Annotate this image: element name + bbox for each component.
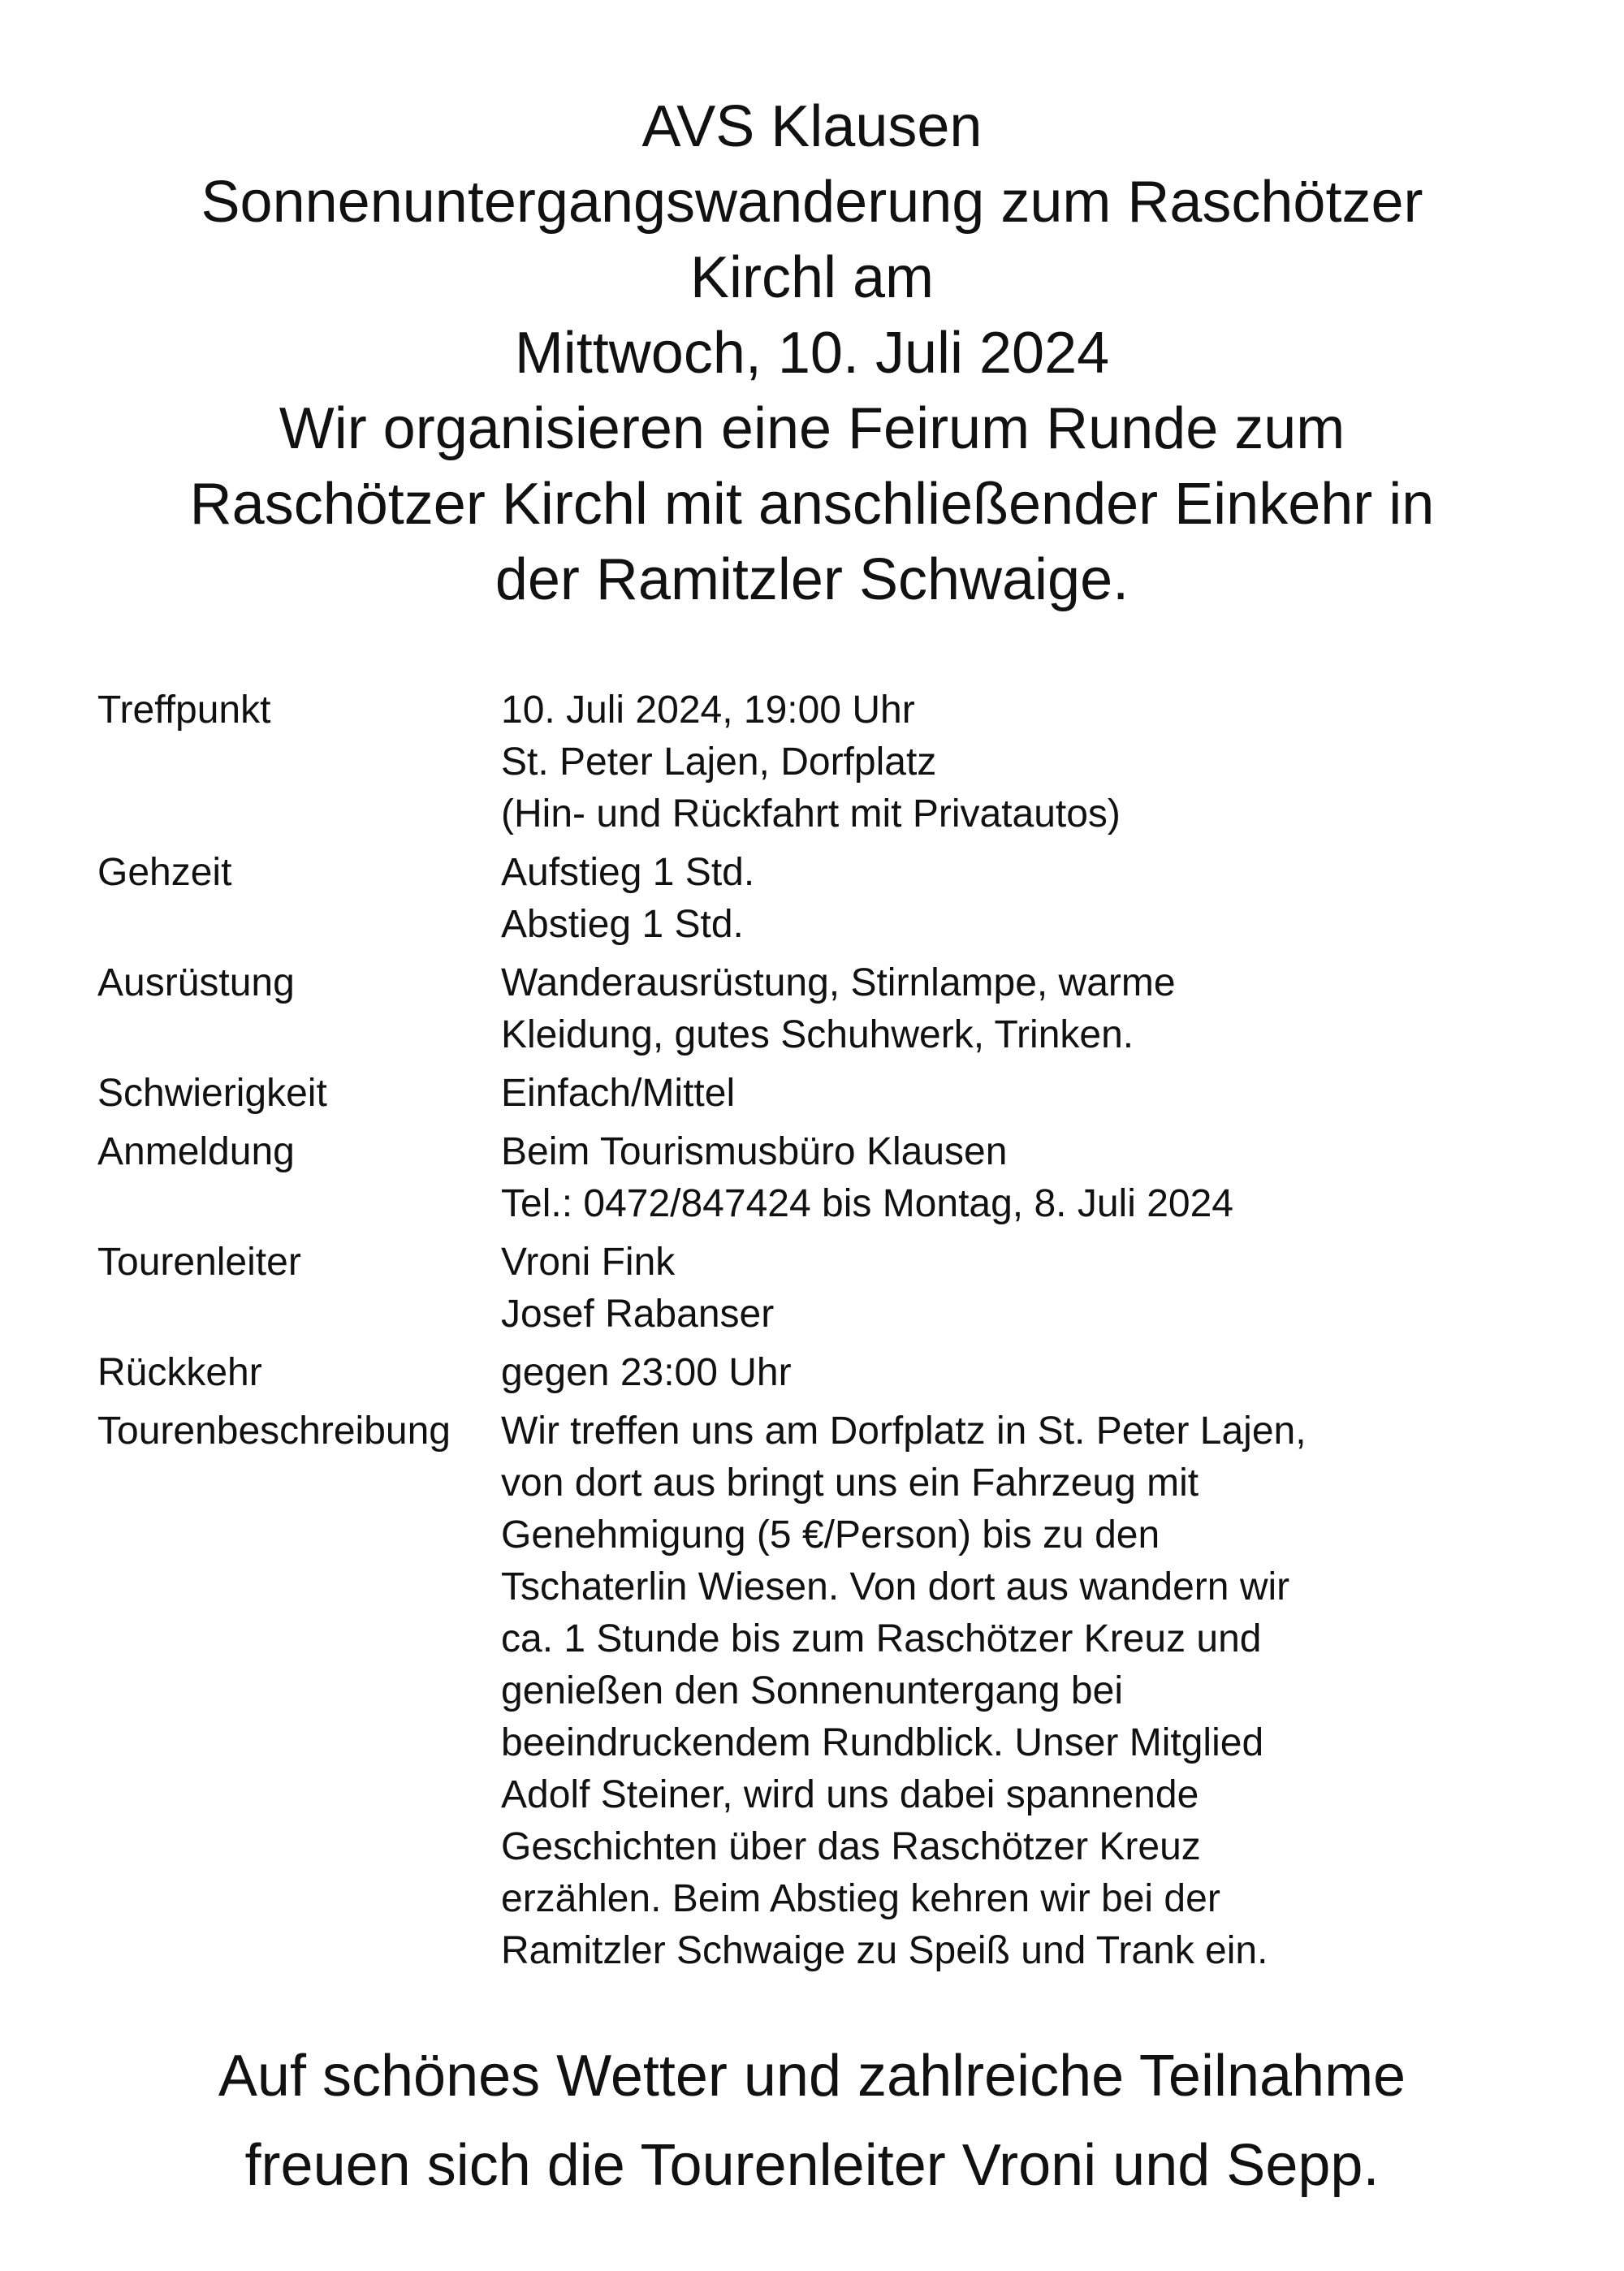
detail-line: Einfach/Mittel: [501, 1072, 736, 1115]
detail-value: [501, 957, 1559, 1061]
closing-message: [0, 2031, 1624, 2210]
detail-line: Geschichten über das Raschötzer Kreuz: [501, 1825, 1201, 1868]
detail-value: [501, 684, 1559, 840]
detail-row-tourenleiter: [97, 1237, 1559, 1341]
detail-value: [501, 1126, 1559, 1230]
event-date: Mittwoch, 10. Juli 2024: [514, 321, 1110, 386]
intro-line-3: der Ramitzler Schwaige.: [495, 547, 1129, 612]
detail-row-gehzeit: [97, 847, 1559, 951]
detail-line: Genehmigung (5 €/Person) bis zu den: [501, 1513, 1160, 1556]
detail-line: genießen den Sonnenuntergang bei: [501, 1669, 1123, 1712]
detail-value: [501, 847, 1559, 951]
detail-row-anmeldung: [97, 1126, 1559, 1230]
event-title-line-1: Sonnenuntergangswanderung zum Raschötzer: [201, 170, 1423, 235]
detail-label: Gehzeit: [97, 851, 232, 894]
detail-line: Kleidung, gutes Schuhwerk, Trinken.: [501, 1013, 1134, 1056]
detail-label: Tourenbeschreibung: [97, 1410, 451, 1453]
title-block: [0, 89, 1624, 618]
intro-line-2: Raschötzer Kirchl mit anschließender Einkehr in: [189, 472, 1435, 537]
detail-line: Adolf Steiner, wird uns dabei spannende: [501, 1773, 1199, 1816]
detail-label: Anmeldung: [97, 1130, 295, 1173]
detail-line: Josef Rabanser: [501, 1293, 775, 1336]
closing-line-2: freuen sich die Tourenleiter Vroni und Sepp.: [244, 2133, 1380, 2198]
detail-line: Aufstieg 1 Std.: [501, 851, 755, 894]
detail-line: beeindruckendem Rundblick. Unser Mitglied: [501, 1721, 1264, 1764]
detail-row-treffpunkt: [97, 684, 1559, 840]
org-name: AVS Klausen: [641, 94, 983, 159]
detail-line: Vroni Fink: [501, 1241, 676, 1284]
detail-line: (Hin- und Rückfahrt mit Privatautos): [501, 792, 1121, 835]
detail-value: [501, 1347, 1559, 1399]
detail-line: Tschaterlin Wiesen. Von dort aus wandern wir: [501, 1565, 1290, 1608]
detail-line: St. Peter Lajen, Dorfplatz: [501, 740, 937, 784]
intro-line-1: Wir organisieren eine Feirum Runde zum: [279, 396, 1345, 461]
detail-line: 10. Juli 2024, 19:00 Uhr: [501, 689, 915, 732]
detail-line: Abstieg 1 Std.: [501, 903, 744, 946]
detail-line: ca. 1 Stunde bis zum Raschötzer Kreuz und: [501, 1617, 1262, 1660]
detail-line: Wir treffen uns am Dorfplatz in St. Peter Lajen,: [501, 1410, 1307, 1453]
detail-value: [501, 1237, 1559, 1341]
detail-line: Tel.: 0472/847424 bis Montag, 8. Juli 2024: [501, 1182, 1233, 1225]
detail-label: Schwierigkeit: [97, 1072, 327, 1115]
event-title-line-2: Kirchl am: [689, 245, 935, 310]
detail-row-tourenbeschreibung: [97, 1405, 1559, 1977]
detail-value: [501, 1068, 1559, 1120]
detail-row-schwierigkeit: [97, 1068, 1559, 1120]
detail-label: Rückkehr: [97, 1351, 262, 1394]
detail-line: Wanderausrüstung, Stirnlampe, warme: [501, 961, 1176, 1004]
detail-label: Tourenleiter: [97, 1241, 301, 1284]
details-table: [97, 684, 1559, 1984]
detail-line: Beim Tourismusbüro Klausen: [501, 1130, 1008, 1173]
detail-row-rueckkehr: [97, 1347, 1559, 1399]
detail-row-ausruestung: [97, 957, 1559, 1061]
detail-line: Ramitzler Schwaige zu Speiß und Trank ein.: [501, 1929, 1268, 1972]
detail-value: [501, 1405, 1559, 1977]
detail-line: von dort aus bringt uns ein Fahrzeug mit: [501, 1461, 1199, 1505]
closing-line-1: Auf schönes Wetter und zahlreiche Teilnahme: [218, 2044, 1406, 2109]
detail-line: erzählen. Beim Abstieg kehren wir bei der: [501, 1877, 1220, 1920]
detail-label: Treffpunkt: [97, 689, 271, 732]
detail-label: Ausrüstung: [97, 961, 295, 1004]
detail-line: gegen 23:00 Uhr: [501, 1351, 792, 1394]
